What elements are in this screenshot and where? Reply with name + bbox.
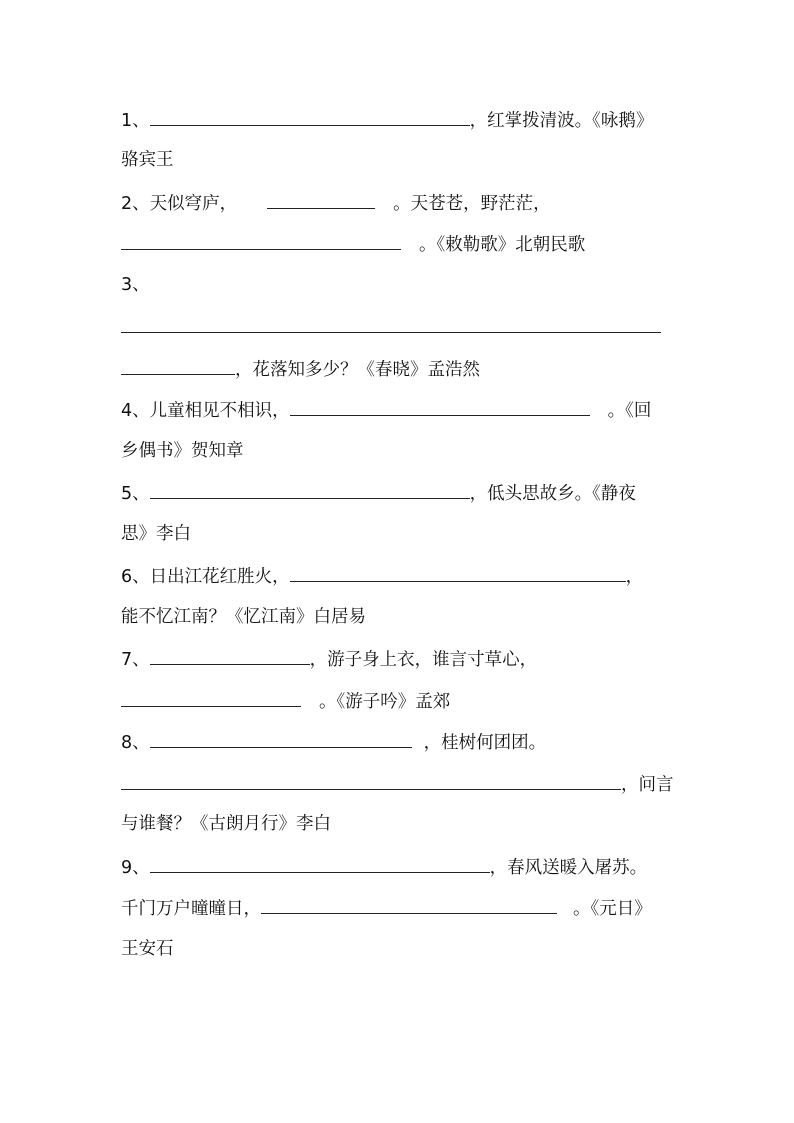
question-text: 千门万户曈曈日， xyxy=(121,899,261,919)
question-text: 儿童相见不相识， xyxy=(149,401,290,421)
answer-blank[interactable] xyxy=(150,480,470,499)
question-9-line-3 xyxy=(121,937,174,961)
question-3-line-1 xyxy=(121,273,150,297)
question-text: ，春风送暖入屠苏。 xyxy=(489,858,648,878)
question-text: 。《回 xyxy=(607,401,652,421)
answer-blank[interactable] xyxy=(121,231,401,250)
question-number: 5、 xyxy=(121,484,150,504)
question-4-line-1 xyxy=(121,397,651,421)
question-6-line-1 xyxy=(121,563,643,587)
question-2-line-2 xyxy=(121,231,585,255)
question-text: 。天苍苍，野茫茫， xyxy=(393,194,551,214)
answer-blank[interactable] xyxy=(150,107,470,126)
answer-blank[interactable] xyxy=(290,563,626,582)
question-8-line-2 xyxy=(121,771,674,795)
question-author: 能不忆江南？《忆江南》白居易 xyxy=(121,607,366,627)
answer-blank[interactable] xyxy=(150,646,310,665)
answer-blank[interactable] xyxy=(150,854,490,873)
question-text: 天似穹庐， xyxy=(149,194,238,214)
question-number: 6、 xyxy=(121,567,150,587)
question-7-line-1 xyxy=(121,646,537,670)
question-5-line-2 xyxy=(121,522,191,546)
question-2-line-1 xyxy=(121,190,551,214)
question-number: 4、 xyxy=(121,401,150,421)
question-text: ， xyxy=(625,567,644,587)
question-number: 3、 xyxy=(121,275,150,295)
question-text: ，游子身上衣，谁言寸草心， xyxy=(309,650,538,670)
question-3-line-3 xyxy=(121,356,480,380)
question-7-line-2 xyxy=(121,688,450,712)
question-author: 王安石 xyxy=(121,939,174,959)
answer-blank[interactable] xyxy=(150,729,412,748)
question-text: 。《敕勒歌》北朝民歌 xyxy=(419,235,586,255)
question-text: 。《元日》 xyxy=(573,899,652,919)
answer-blank[interactable] xyxy=(290,397,590,416)
question-8-line-3 xyxy=(121,812,331,836)
question-8-line-1 xyxy=(121,729,546,753)
question-text: ，红掌拨清波。《咏鹅》 xyxy=(469,111,654,131)
question-number: 7、 xyxy=(121,650,150,670)
question-9-line-2 xyxy=(121,895,652,919)
question-author: 与谁餐？《古朗月行》李白 xyxy=(121,814,331,834)
answer-blank[interactable] xyxy=(121,771,621,790)
question-number: 8、 xyxy=(121,733,150,753)
question-text: ，问言 xyxy=(621,775,674,795)
question-author: 乡偶书》贺知章 xyxy=(121,441,244,461)
question-author: 思》李白 xyxy=(121,524,191,544)
question-text: ，花落知多少？《春晓》孟浩然 xyxy=(235,360,480,380)
question-text: ，低头思故乡。《静夜 xyxy=(469,484,636,504)
answer-blank[interactable] xyxy=(121,314,661,333)
question-text: 。《游子吟》孟郊 xyxy=(319,692,451,712)
question-author: 骆宾王 xyxy=(121,150,174,170)
question-6-line-2 xyxy=(121,605,366,629)
question-1-line-1 xyxy=(121,107,653,131)
answer-blank[interactable] xyxy=(121,356,235,375)
question-4-line-2 xyxy=(121,439,244,463)
question-5-line-1 xyxy=(121,480,636,504)
answer-blank[interactable] xyxy=(121,688,301,707)
question-1-line-2 xyxy=(121,148,174,172)
question-9-line-1 xyxy=(121,854,647,878)
question-number: 9、 xyxy=(121,858,150,878)
question-3-line-2 xyxy=(121,314,661,338)
question-number: 2、 xyxy=(121,194,150,214)
question-text: ，桂树何团团。 xyxy=(423,733,547,753)
question-text: 日出江花红胜火， xyxy=(149,567,290,587)
question-number: 1、 xyxy=(121,111,150,131)
answer-blank[interactable] xyxy=(261,895,557,914)
answer-blank[interactable] xyxy=(267,190,375,209)
